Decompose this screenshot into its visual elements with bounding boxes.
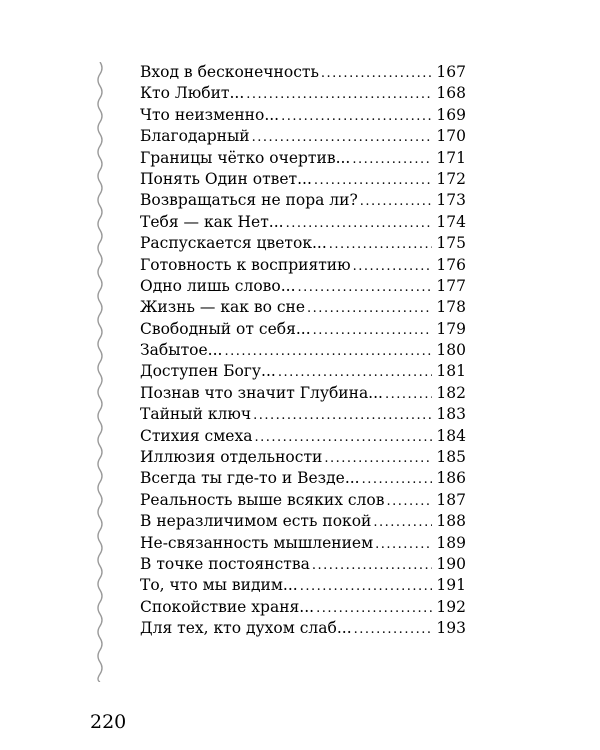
dot-leader bbox=[252, 127, 432, 148]
toc-entry-page: 192 bbox=[436, 597, 466, 616]
page-number: 220 bbox=[90, 711, 127, 733]
dot-leader bbox=[353, 256, 432, 277]
toc-entry-title: Реальность выше всяких слов bbox=[140, 490, 385, 509]
dot-leader bbox=[224, 341, 432, 362]
toc-entry bbox=[140, 297, 466, 318]
toc-entry-title: Познав что значит Глубина... bbox=[140, 383, 383, 402]
toc-entry bbox=[140, 554, 466, 575]
toc-entry-page: 179 bbox=[436, 319, 466, 338]
toc-entry-title: Что неизменно... bbox=[140, 105, 280, 124]
toc-entry-page: 187 bbox=[436, 490, 466, 509]
dot-leader bbox=[385, 384, 432, 405]
toc-entry bbox=[140, 319, 466, 340]
toc-entry bbox=[140, 233, 466, 254]
toc-entry-page: 175 bbox=[436, 234, 466, 253]
dot-leader bbox=[375, 534, 432, 555]
toc-entry-title: То, что мы видим... bbox=[140, 576, 298, 595]
toc-entry bbox=[140, 340, 466, 361]
toc-entry-title: Тайный ключ bbox=[140, 405, 252, 424]
dot-leader bbox=[313, 320, 432, 341]
toc-entry-page: 193 bbox=[436, 619, 466, 638]
toc-entry bbox=[140, 148, 466, 169]
toc-entry-title: Вход в бесконечность bbox=[140, 63, 319, 81]
toc-entry-page: 167 bbox=[436, 63, 466, 81]
toc-entry-title: Иллюзия отдельности bbox=[140, 448, 323, 467]
toc-entry-title: Для тех, кто духом слаб... bbox=[140, 619, 352, 638]
toc-entry-page: 186 bbox=[436, 469, 466, 488]
toc-entry bbox=[140, 105, 466, 126]
toc-entry-title: Готовность к восприятию bbox=[140, 255, 351, 274]
toc-entry bbox=[140, 426, 466, 447]
dot-leader bbox=[312, 555, 432, 576]
dot-leader bbox=[360, 191, 432, 212]
dot-leader bbox=[324, 448, 432, 469]
dot-leader bbox=[300, 576, 432, 597]
toc-entry-page: 177 bbox=[436, 276, 466, 295]
dot-leader bbox=[321, 63, 432, 84]
toc-entry-title: Тебя — как Нет... bbox=[140, 212, 284, 231]
toc-entry-title: В точке постоянства bbox=[140, 554, 310, 573]
toc-entry-page: 182 bbox=[436, 383, 466, 402]
toc-entry-page: 183 bbox=[436, 405, 466, 424]
toc-entry bbox=[140, 447, 466, 468]
toc-entry bbox=[140, 490, 466, 511]
dot-leader bbox=[281, 106, 432, 127]
toc-entry-title: Границы чётко очертив... bbox=[140, 148, 351, 167]
toc-entry-page: 168 bbox=[436, 84, 466, 103]
toc-entry-page: 171 bbox=[436, 148, 466, 167]
toc-entry-title: Жизнь — как во сне bbox=[140, 298, 306, 317]
dot-leader bbox=[286, 213, 432, 234]
toc-entry-title: Одно лишь слово... bbox=[140, 276, 296, 295]
toc-entry-page: 191 bbox=[436, 576, 466, 595]
toc-entry bbox=[140, 404, 466, 425]
toc-entry-title: Стихия смеха bbox=[140, 426, 253, 445]
dot-leader bbox=[352, 149, 432, 170]
toc-entry-title: Понять Один ответ... bbox=[140, 169, 312, 188]
decorative-wave-border bbox=[92, 62, 108, 682]
toc-entry-page: 185 bbox=[436, 448, 466, 467]
dot-leader bbox=[329, 234, 432, 255]
toc-entry-title: Всегда ты где-то и Везде... bbox=[140, 469, 360, 488]
toc-entry bbox=[140, 575, 466, 596]
toc-entry-title: Кто Любит... bbox=[140, 84, 245, 103]
toc-entry bbox=[140, 62, 466, 83]
dot-leader bbox=[316, 598, 432, 619]
toc-entry-page: 178 bbox=[436, 298, 466, 317]
toc-entry-title: В неразличимом есть покой bbox=[140, 512, 372, 531]
toc-entry bbox=[140, 618, 466, 639]
dot-leader bbox=[254, 427, 432, 448]
toc-entry-title: Не-связанность мышлением bbox=[140, 533, 374, 552]
toc-entry bbox=[140, 597, 466, 618]
toc-entry-title: Благодарный bbox=[140, 127, 250, 146]
dot-leader bbox=[314, 170, 432, 191]
table-of-contents bbox=[140, 62, 466, 640]
toc-entry-title: Доступен Богу... bbox=[140, 362, 276, 381]
toc-entry-page: 169 bbox=[436, 105, 466, 124]
toc-entry bbox=[140, 126, 466, 147]
dot-leader bbox=[386, 491, 432, 512]
toc-entry-page: 189 bbox=[436, 533, 466, 552]
toc-entry bbox=[140, 212, 466, 233]
toc-entry bbox=[140, 511, 466, 532]
toc-entry-title: Распускается цветок... bbox=[140, 234, 327, 253]
dot-leader bbox=[362, 469, 432, 490]
toc-entry-page: 188 bbox=[436, 512, 466, 531]
dot-leader bbox=[298, 277, 433, 298]
toc-entry-title: Спокойствие храня... bbox=[140, 597, 315, 616]
dot-leader bbox=[278, 362, 432, 383]
toc-entry-page: 190 bbox=[436, 554, 466, 573]
toc-entry-page: 170 bbox=[436, 127, 466, 146]
dot-leader bbox=[307, 298, 432, 319]
dot-leader bbox=[354, 619, 432, 640]
toc-entry-page: 184 bbox=[436, 426, 466, 445]
toc-entry-title: Свободный от себя... bbox=[140, 319, 311, 338]
toc-entry-page: 174 bbox=[436, 212, 466, 231]
dot-leader bbox=[246, 84, 432, 105]
toc-entry bbox=[140, 190, 466, 211]
toc-entry bbox=[140, 383, 466, 404]
toc-entry-page: 173 bbox=[436, 191, 466, 210]
toc-entry bbox=[140, 83, 466, 104]
toc-entry bbox=[140, 361, 466, 382]
toc-entry bbox=[140, 276, 466, 297]
toc-entry bbox=[140, 169, 466, 190]
toc-entry-title: Забытое... bbox=[140, 341, 223, 360]
dot-leader bbox=[253, 405, 432, 426]
toc-entry-page: 172 bbox=[436, 169, 466, 188]
toc-entry bbox=[140, 533, 466, 554]
toc-entry-page: 180 bbox=[436, 341, 466, 360]
toc-entry-page: 176 bbox=[436, 255, 466, 274]
toc-entry-page: 181 bbox=[436, 362, 466, 381]
toc-entry bbox=[140, 255, 466, 276]
dot-leader bbox=[373, 512, 432, 533]
toc-entry-title: Возвращаться не пора ли? bbox=[140, 191, 358, 210]
toc-entry bbox=[140, 468, 466, 489]
